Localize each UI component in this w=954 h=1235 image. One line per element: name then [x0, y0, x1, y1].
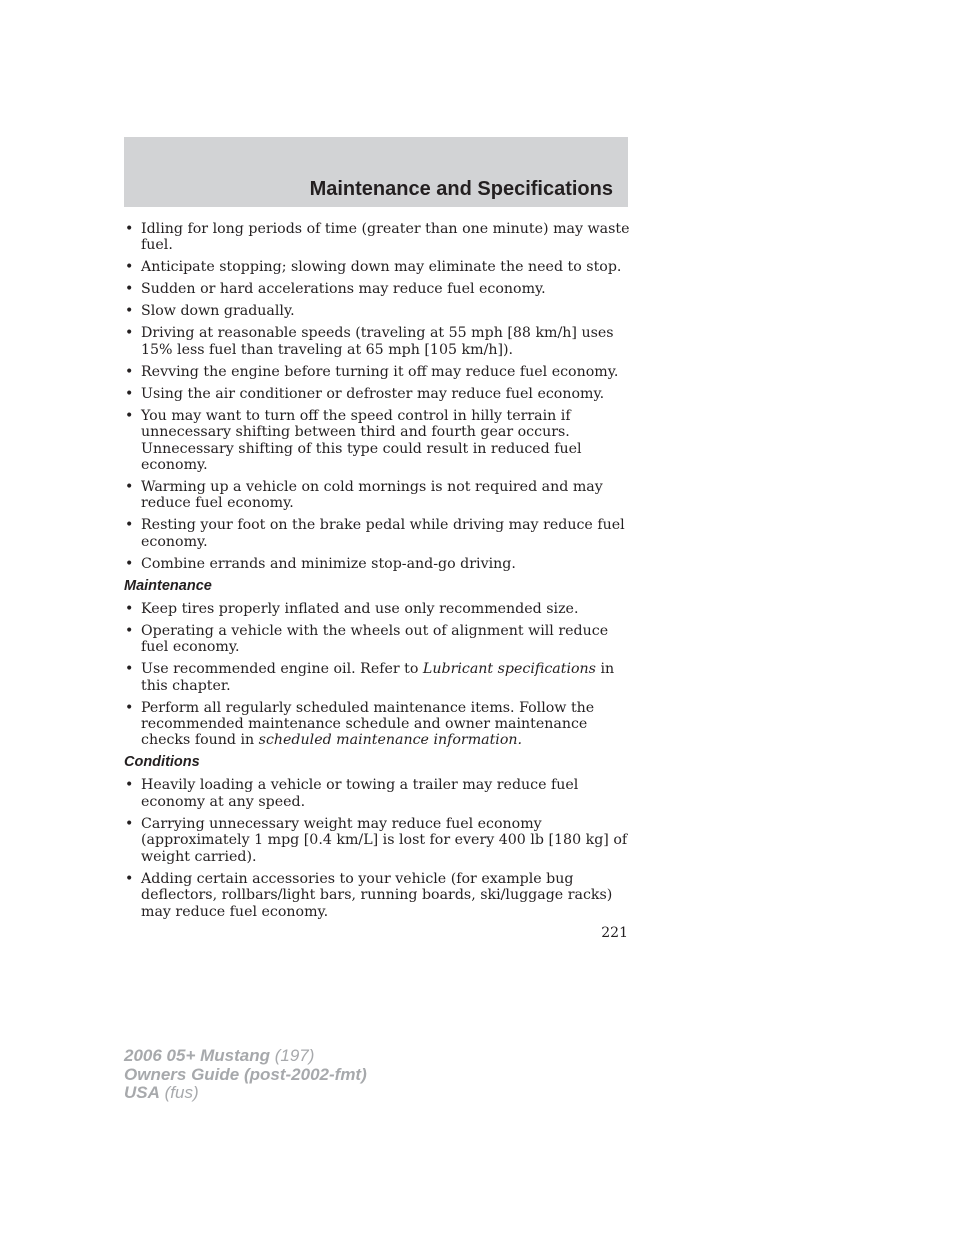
- conditions-list: [124, 777, 630, 919]
- list-item: • Slow down gradually.: [124, 303, 630, 319]
- list-item: • Using the air conditioner or defroster may reduce fuel economy.: [124, 386, 630, 402]
- footer-model: 2006 05+ Mustang: [124, 1046, 270, 1065]
- maintenance-heading: Maintenance: [124, 577, 212, 594]
- footer-line-2: Owners Guide (post-2002-fmt): [124, 1064, 367, 1084]
- list-item: [124, 700, 630, 749]
- list-item: • Driving at reasonable speeds (traveling at 55 mph [88 km/h] uses 15% less fuel than traveling at 65 mph [105 km/h]).: [124, 325, 630, 358]
- footer-line-3: [124, 1084, 367, 1103]
- list-item: • Heavily loading a vehicle or towing a trailer may reduce fuel economy at any speed.: [124, 777, 630, 810]
- item-text: Use recommended engine oil. Refer to: [141, 661, 423, 678]
- section-title: Maintenance and Specifications: [309, 178, 613, 200]
- list-item: • Carrying unnecessary weight may reduce fuel economy (approximately 1 mpg [0.4 km/L] is lost for every 400 lb [180 kg] of weight carried).: [124, 816, 630, 865]
- footer-line-1: [124, 1047, 367, 1066]
- list-item: • Sudden or hard accelerations may reduce fuel economy.: [124, 281, 630, 297]
- list-item: • Anticipate stopping; slowing down may eliminate the need to stop.: [124, 259, 630, 275]
- list-item: • Warming up a vehicle on cold mornings is not required and may reduce fuel economy.: [124, 479, 630, 512]
- footer-market-code: (fus): [159, 1083, 199, 1102]
- item-text: Perform all regularly scheduled maintenance items. Follow the recommended maintenance schedule and owner maintenance checks found in: [141, 699, 595, 749]
- footer-model-code: (197): [270, 1046, 315, 1065]
- scheduled-maintenance-reference: scheduled maintenance information.: [258, 732, 523, 749]
- list-item: [124, 661, 630, 694]
- list-item: • Keep tires properly inflated and use only recommended size.: [124, 601, 630, 617]
- list-item: • Revving the engine before turning it off may reduce fuel economy.: [124, 364, 630, 380]
- page-number: 221: [601, 925, 628, 941]
- document-footer: [124, 1047, 367, 1103]
- lubricant-specifications-reference: Lubricant specifications: [422, 661, 596, 678]
- item-text: in this chapter.: [141, 661, 615, 694]
- footer-market: USA: [124, 1083, 160, 1102]
- section-header-band: [124, 137, 628, 207]
- conditions-heading: Conditions: [124, 754, 200, 771]
- page-content: [124, 221, 630, 926]
- list-item: • Resting your foot on the brake pedal while driving may reduce fuel economy.: [124, 517, 630, 550]
- list-item: • Combine errands and minimize stop-and-go driving.: [124, 556, 630, 572]
- list-item: • Adding certain accessories to your vehicle (for example bug deflectors, rollbars/light bars, running boards, ski/luggage racks) may reduce fuel economy.: [124, 871, 630, 920]
- maintenance-list: [124, 601, 630, 749]
- list-item: • Operating a vehicle with the wheels out of alignment will reduce fuel economy.: [124, 623, 630, 656]
- list-item: • You may want to turn off the speed control in hilly terrain if unnecessary shifting between third and fourth gear occurs. Unnecessary shifting of this type could result in reduced fuel economy.: [124, 408, 630, 474]
- fuel-tips-list: [124, 221, 630, 572]
- list-item: • Idling for long periods of time (greater than one minute) may waste fuel.: [124, 221, 630, 254]
